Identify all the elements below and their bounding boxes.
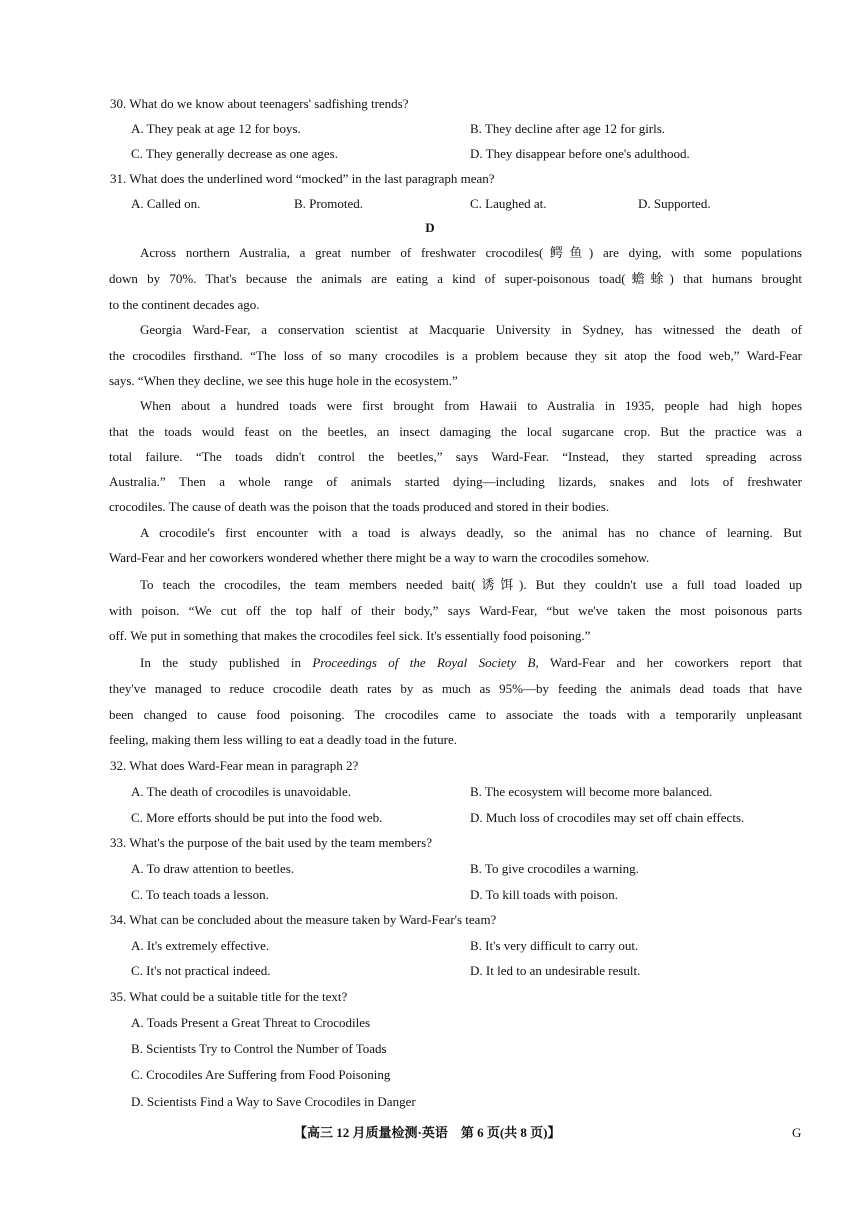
journal-title: Proceedings of the Royal Society B (312, 655, 536, 670)
passage-p3-line5: crocodiles. The cause of death was the poison that the toads produced and stored in their bodies. (109, 499, 610, 514)
passage-p3-line3: total failure. “The toads didn't control the beetles,” says Ward-Fear. “Instead, they started spreading across (109, 449, 802, 464)
q33-option-b: B. To give crocodiles a warning. (470, 861, 639, 876)
q35-option-d: D. Scientists Find a Way to Save Crocodiles in Danger (131, 1094, 416, 1109)
q33-stem: 33. What's the purpose of the bait used by the team members? (110, 835, 432, 850)
page-footer-code: G (792, 1125, 802, 1140)
q32-option-d: D. Much loss of crocodiles may set off chain effects. (470, 810, 745, 825)
passage-p1-line3: to the continent decades ago. (109, 297, 260, 312)
q30-option-b: B. They decline after age 12 for girls. (470, 121, 666, 136)
passage-p6-line3: been changed to cause food poisoning. The crocodiles came to associate the toads with a temporarily unpleasant (109, 707, 802, 722)
passage-p6-line2: they've managed to reduce crocodile death rates by as much as 95%—by feeding the animals dead toads that have (109, 681, 802, 696)
q30-option-d: D. They disappear before one's adulthood. (470, 146, 690, 161)
passage-p2-line1: Georgia Ward-Fear, a conservation scientist at Macquarie University in Sydney, has witnessed the death of (140, 322, 802, 337)
passage-p6-text-before-journal: In the study published in (140, 655, 313, 670)
q30-option-c: C. They generally decrease as one ages. (131, 146, 338, 161)
passage-p4-line2: Ward-Fear and her coworkers wondered whether there might be a way to warn the crocodiles somehow. (109, 550, 650, 565)
q33-option-a: A. To draw attention to beetles. (131, 861, 295, 876)
passage-p1-line2: down by 70%. That's because the animals are eating a kind of super-poisonous toad(蟾蜍) that humans brought (109, 271, 802, 286)
q31-option-a: A. Called on. (131, 196, 201, 211)
q31-option-c: C. Laughed at. (470, 196, 547, 211)
q34-option-b: B. It's very difficult to carry out. (470, 938, 639, 953)
q31-stem: 31. What does the underlined word “mocked” in the last paragraph mean? (110, 171, 495, 186)
q31-option-d: D. Supported. (638, 196, 711, 211)
q30-stem: 30. What do we know about teenagers' sadfishing trends? (110, 96, 409, 111)
passage-p5-line1: To teach the crocodiles, the team members needed bait(诱饵). But they couldn't use a full toad loaded up (140, 577, 802, 592)
q32-option-a: A. The death of crocodiles is unavoidable. (131, 784, 351, 799)
passage-p3-line2: that the toads would feast on the beetles, an insect damaging the local sugarcane crop. But the practice was a (109, 424, 802, 439)
q33-option-d: D. To kill toads with poison. (470, 887, 618, 902)
passage-p1-line1: Across northern Australia, a great number of freshwater crocodiles(鳄鱼) are dying, with some populations (140, 245, 802, 260)
q35-stem: 35. What could be a suitable title for the text? (110, 989, 348, 1004)
q35-option-b: B. Scientists Try to Control the Number of Toads (131, 1041, 387, 1056)
passage-p6-line1 (140, 655, 802, 671)
passage-p5-line3: off. We put in something that makes the crocodiles feel sick. It's essentially food poisoning.” (109, 628, 591, 643)
q35-option-a: A. Toads Present a Great Threat to Crocodiles (131, 1015, 371, 1030)
passage-p4-line1: A crocodile's first encounter with a toad is always deadly, so the animal has no chance of learning. But (140, 525, 802, 540)
q34-option-d: D. It led to an undesirable result. (470, 963, 641, 978)
passage-p2-line2: the crocodiles firsthand. “The loss of so many crocodiles is a problem because they sit atop the food web,” Ward-Fear (109, 348, 802, 363)
q33-option-c: C. To teach toads a lesson. (131, 887, 269, 902)
q30-option-a: A. They peak at age 12 for boys. (131, 121, 301, 136)
passage-p5-line2: with poison. “We cut off the top half of their body,” says Ward-Fear, “but we've taken the most poisonous parts (109, 603, 802, 618)
passage-p3-line1: When about a hundred toads were first brought from Hawaii to Australia in 1935, people had high hopes (140, 398, 802, 413)
q32-stem: 32. What does Ward-Fear mean in paragraph 2? (110, 758, 359, 773)
passage-p6-text-after-journal: , Ward-Fear and her coworkers report that (535, 655, 802, 670)
q35-option-c: C. Crocodiles Are Suffering from Food Poisoning (131, 1067, 391, 1082)
q34-option-a: A. It's extremely effective. (131, 938, 270, 953)
q32-option-b: B. The ecosystem will become more balanced. (470, 784, 713, 799)
q34-stem: 34. What can be concluded about the measure taken by Ward-Fear's team? (110, 912, 497, 927)
passage-p6-line4: feeling, making them less willing to eat a deadly toad in the future. (109, 732, 458, 747)
q34-option-c: C. It's not practical indeed. (131, 963, 271, 978)
page-footer-label: 【高三 12 月质量检测·英语 第 6 页(共 8 页)】 (294, 1125, 561, 1140)
section-letter: D (425, 220, 435, 235)
passage-p3-line4: Australia.” Then a whole range of animals started dying—including lizards, snakes and lots of freshwater (109, 474, 802, 489)
passage-p2-line3: says. “When they decline, we see this huge hole in the ecosystem.” (109, 373, 458, 388)
q31-option-b: B. Promoted. (294, 196, 363, 211)
q32-option-c: C. More efforts should be put into the food web. (131, 810, 383, 825)
